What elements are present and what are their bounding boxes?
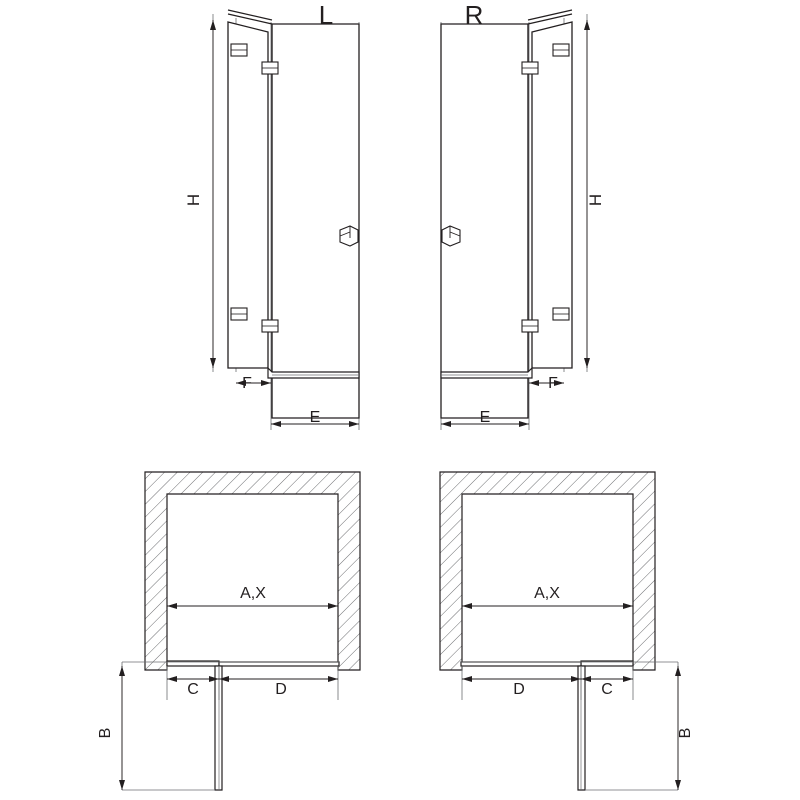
dimension-D-left [219,676,338,698]
dimension-label-AX: A,X [534,585,560,602]
dimension-label-B: B [677,727,694,739]
variant-label-right: R [464,0,484,30]
wall-hatch-right [440,472,655,670]
handle-left [340,226,358,246]
dimension-H-left [184,20,216,368]
dimension-label-F: F [548,375,558,392]
top-edge-right [528,10,572,24]
dimension-label-C: C [601,681,613,698]
plan-witness-left [122,662,340,790]
front-elevation-right [441,0,605,430]
dimension-label-E: E [309,409,321,426]
door-panel-right [441,24,528,418]
top-edge-left [228,10,272,24]
plan-view-right [440,472,694,790]
dimension-F-right [529,375,564,392]
plan-view-left [97,472,360,790]
handle-right [442,226,460,246]
dimension-label-C: C [187,681,199,698]
dimension-B-right [675,666,694,790]
wall-hatch-left [145,472,360,670]
front-elevation-left [184,0,359,430]
plan-witness-right [460,662,678,790]
dimension-H-right [584,20,605,368]
dimension-B-left [97,666,125,790]
dimension-label-H: H [184,193,203,207]
dimension-C-left [167,676,219,698]
dimension-label-F: F [242,375,252,392]
dimension-label-D: D [513,681,525,698]
dimension-label-H: H [586,193,605,207]
dimension-D-right [462,676,581,698]
dimension-F-left [236,375,271,392]
dimension-label-B: B [97,727,114,739]
variant-label-left: L [318,0,334,30]
dimension-label-E: E [479,409,491,426]
door-panel-left [272,24,359,418]
dimension-AX-right [462,585,633,609]
dimension-label-D: D [275,681,287,698]
dimension-C-right [581,676,633,698]
dimension-label-AX: A,X [240,585,266,602]
dimension-AX-left [167,585,338,609]
